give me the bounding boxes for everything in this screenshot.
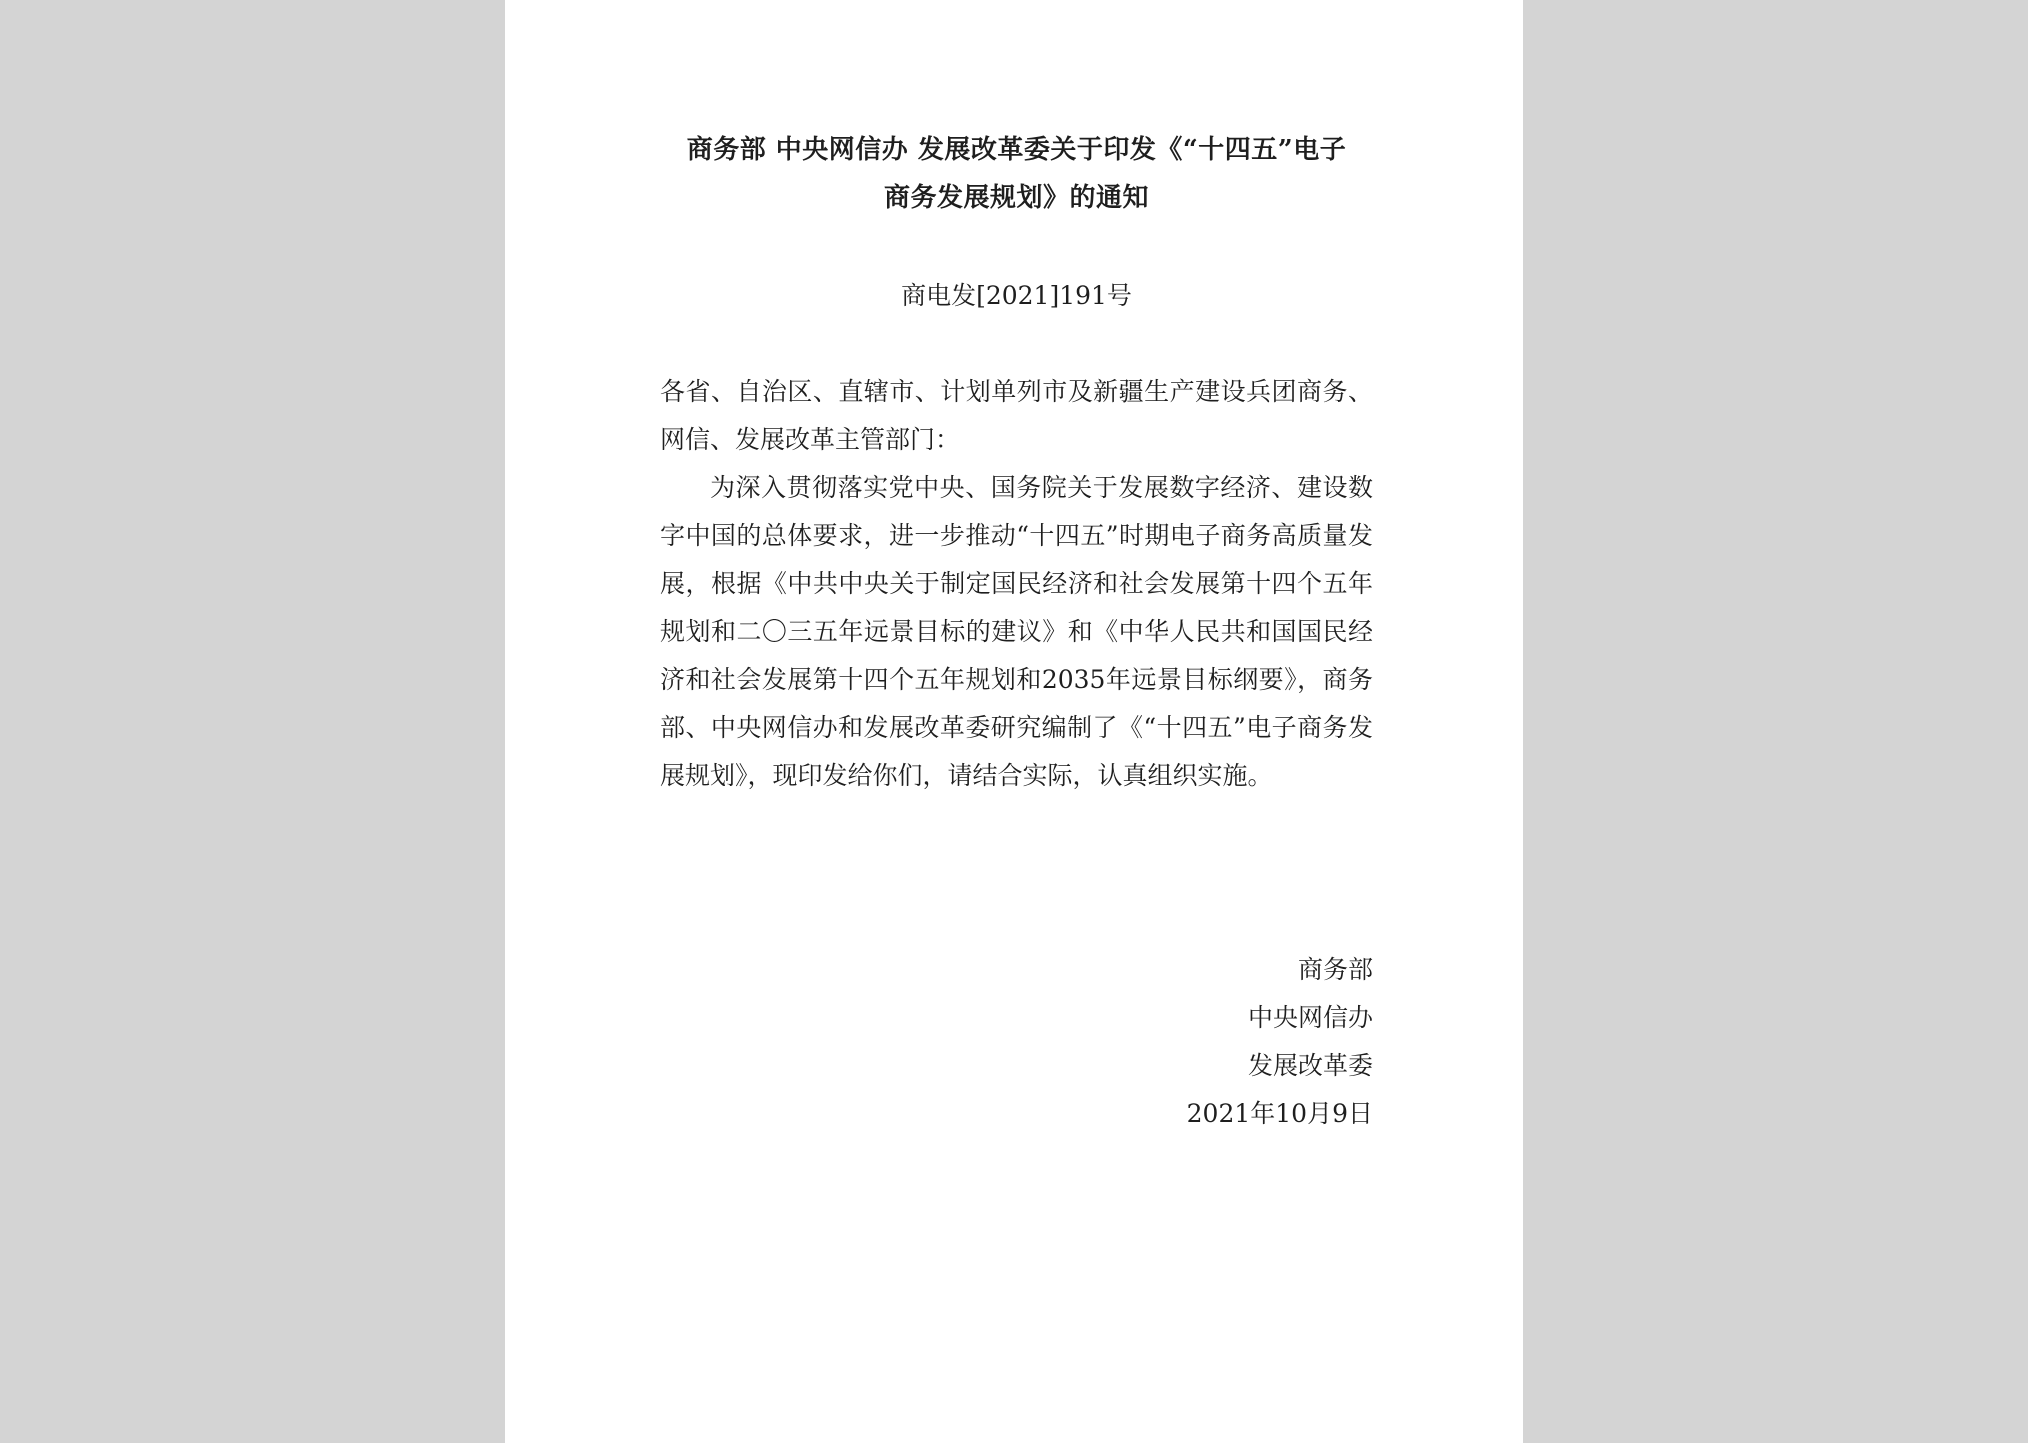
document-body — [660, 368, 1373, 800]
title-line-1: 商务部 中央网信办 发展改革委关于印发《“十四五”电子 — [686, 135, 1347, 165]
title-line-2: 商务发展规划》的通知 — [883, 183, 1149, 213]
addressee-paragraph: 各省、自治区、直辖市、计划单列市及新疆生产建设兵团商务、网信、发展改革主管部门： — [660, 377, 1373, 454]
signatory-ndrc: 发展改革委 — [1247, 1051, 1373, 1080]
signatory-cac: 中央网信办 — [1247, 1003, 1373, 1032]
signatory-ministry-of-commerce: 商务部 — [1297, 955, 1373, 984]
document-title — [660, 126, 1373, 222]
document-number: 商电发[2021]191号 — [901, 281, 1132, 310]
signature-block — [660, 946, 1373, 1138]
body-paragraph: 为深入贯彻落实党中央、国务院关于发展数字经济、建设数字中国的总体要求，进一步推动“十四五”时期电子商务高质量发展，根据《中共中央关于制定国民经济和社会发展第十四个五年规划和二〇三五年远景目标的建议》和《中华人民共和国国民经济和社会发展第十四个五年规划和2035年远景目标纲要》，商务部、中央网信办和发展改革委研究编制了《“十四五”电子商务发展规划》，现印发给你们，请结合实际，认真组织实施。 — [660, 473, 1373, 790]
document-page — [505, 0, 1523, 1443]
document-date: 2021年10月9日 — [1186, 1099, 1373, 1128]
